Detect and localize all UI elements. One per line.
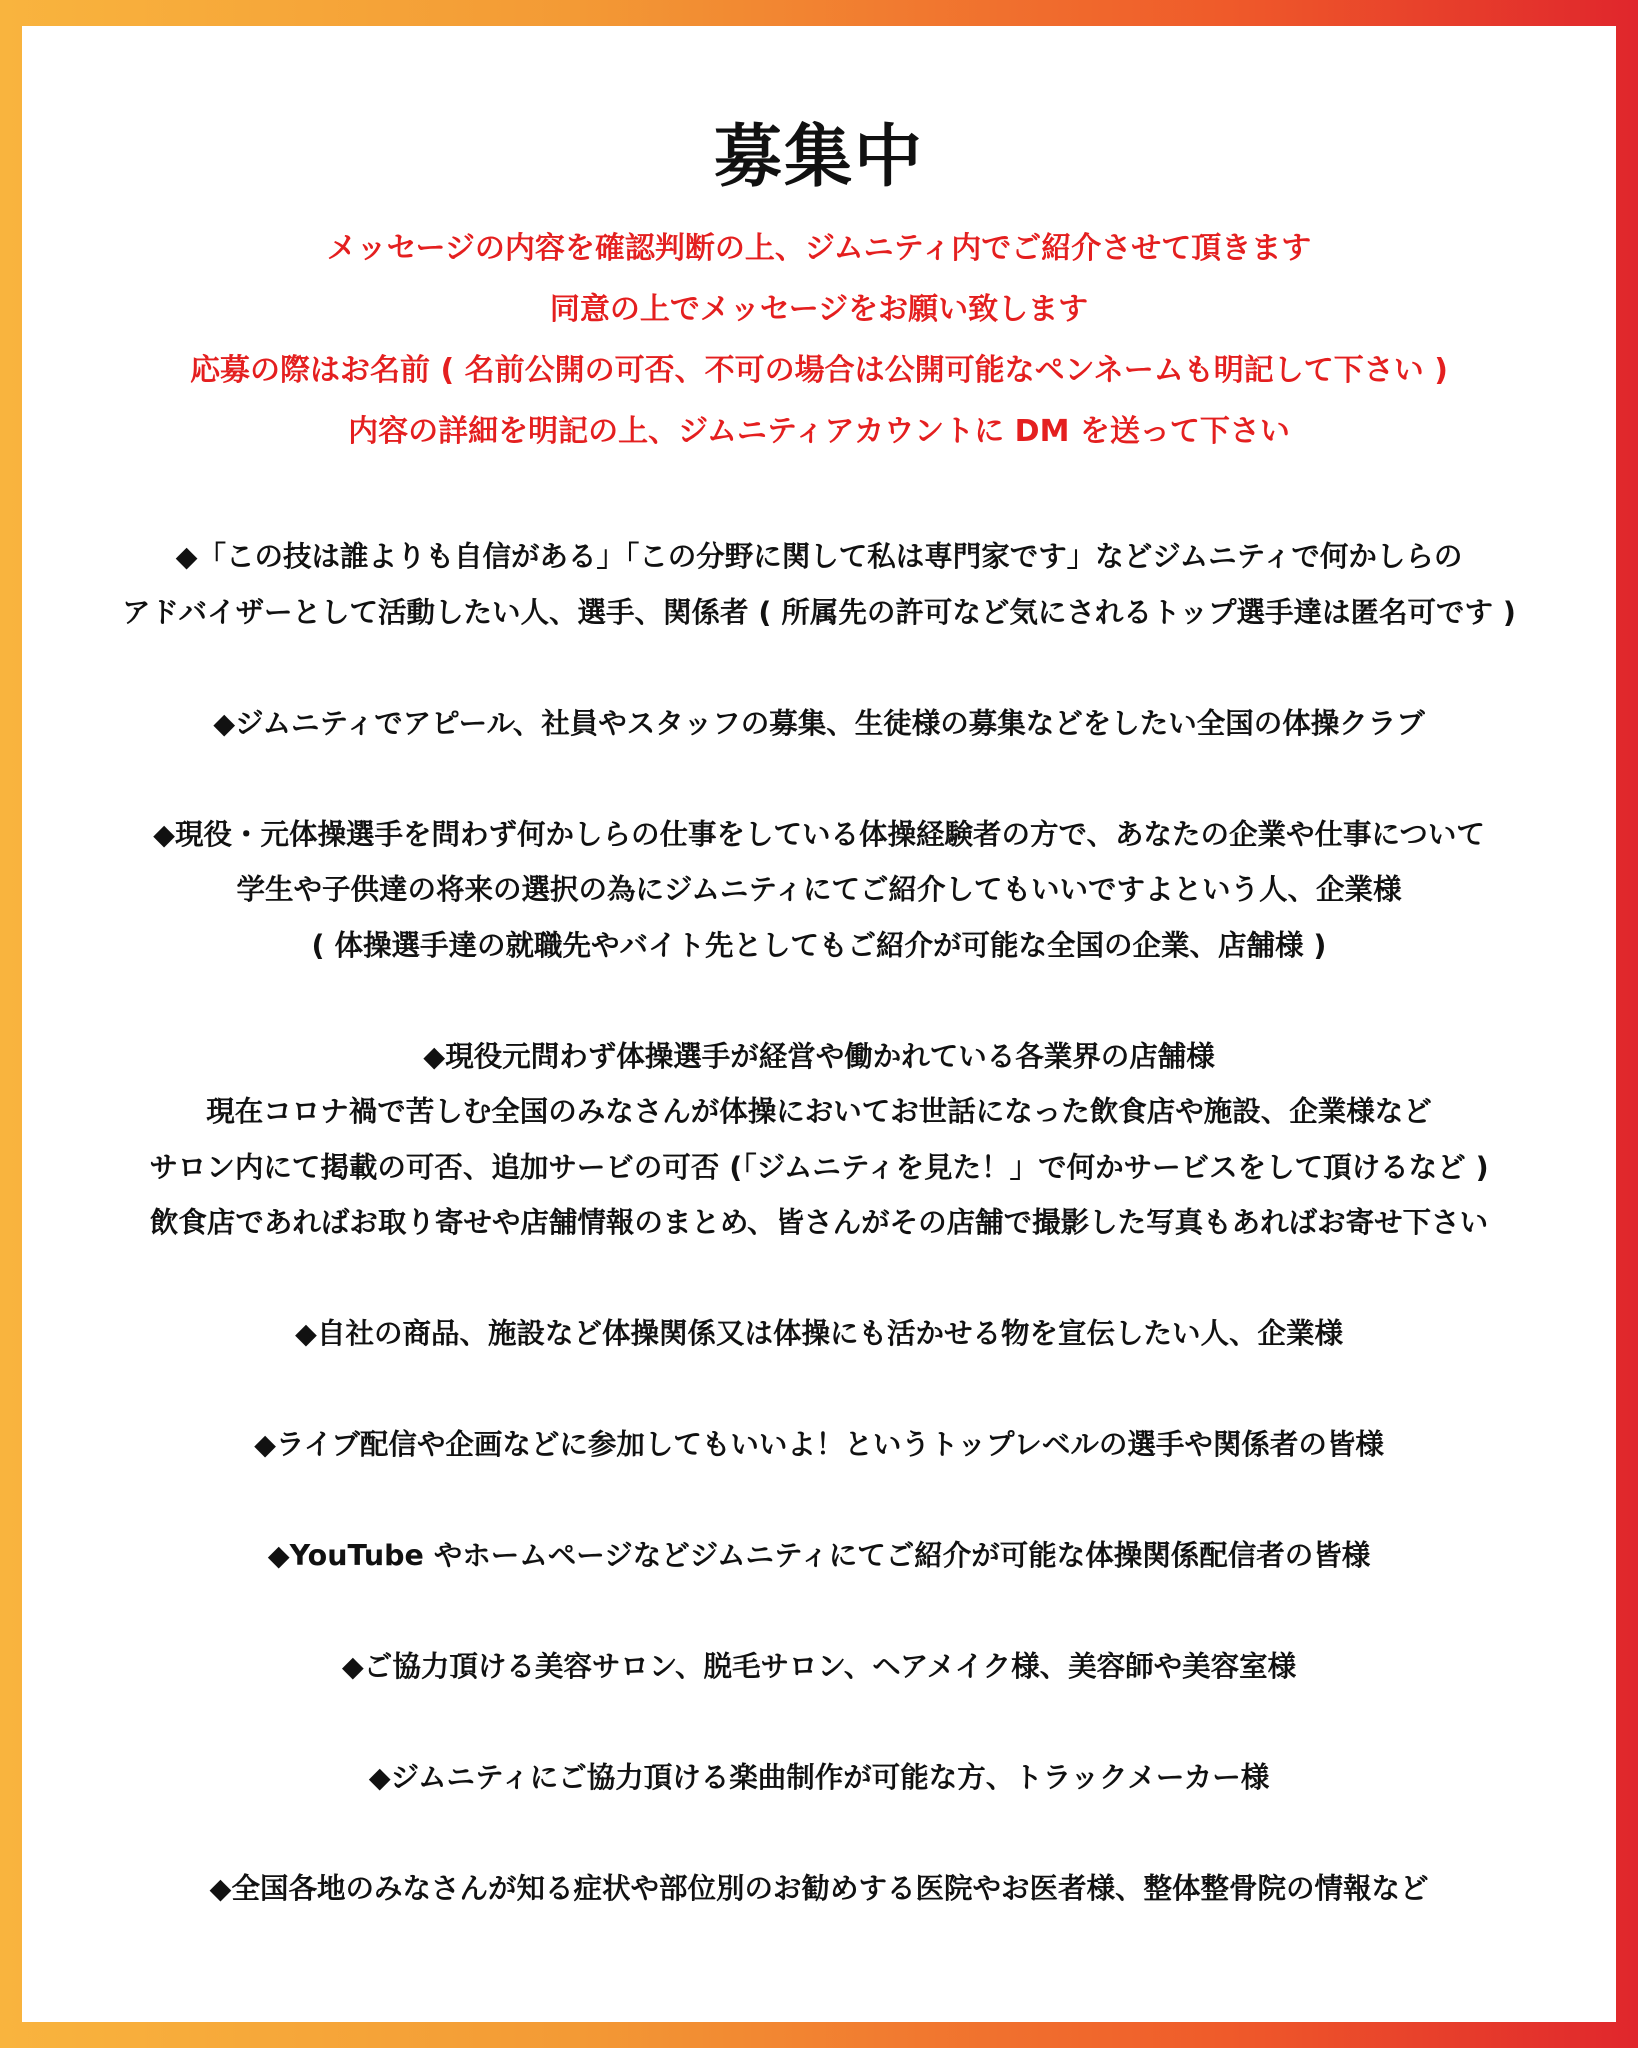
item-line: ( 体操選手達の就職先やバイト先としてもご紹介が可能な全国の企業、店舗様 ) (311, 928, 1327, 962)
list-item (22, 1639, 1616, 1695)
list-item (22, 696, 1616, 752)
list-item (22, 807, 1616, 974)
list-item (22, 1528, 1616, 1584)
item-line: ◆ライブ配信や企画などに参加してもいいよ！というトップレベルの選手や関係者の皆様 (254, 1428, 1384, 1461)
list-item (22, 1306, 1616, 1362)
item-line: ◆ジムニティでアピール、社員やスタッフの募集、生徒様の募集などをしたい全国の体操クラブ (213, 706, 1425, 740)
item-line: サロン内にて掲載の可否、追加サービの可否 (「ジムニティを見た！」で何かサービスをして頂けるなど ) (149, 1150, 1489, 1184)
item-line: 学生や子供達の将来の選択の為にジムニティにてご紹介してもいいですよという人、企業様 (236, 873, 1402, 906)
recruitment-list (22, 529, 1616, 1917)
item-line: ◆「この技は誰よりも自信がある」「この分野に関して私は専門家です」などジムニティで何かしらの (175, 540, 1463, 573)
item-line: ◆現役元問わず体操選手が経営や働かれている各業界の店舗様 (423, 1039, 1215, 1073)
item-line: 飲食店であればお取り寄せや店舗情報のまとめ、皆さんがその店舗で撮影した写真もあればお寄せ下さい (149, 1206, 1489, 1239)
content-panel (22, 26, 1616, 2022)
notice-line: メッセージの内容を確認判断の上、ジムニティ内でご紹介させて頂きます (326, 231, 1312, 266)
item-line: ◆全国各地のみなさんが知る症状や部位別のお勧めする医院やお医者様、整体整骨院の情報など (209, 1872, 1429, 1905)
item-line: ◆ジムニティにご協力頂ける楽曲制作が可能な方、トラックメーカー様 (368, 1761, 1270, 1794)
list-item (22, 1029, 1616, 1251)
notice-line: 応募の際はお名前 ( 名前公開の可否、不可の場合は公開可能なペンネームも明記して下さい ) (190, 353, 1448, 388)
item-line: ◆YouTube やホームページなどジムニティにてご紹介が可能な体操関係配信者の皆様 (267, 1539, 1371, 1572)
item-line: ◆現役・元体操選手を問わず何かしらの仕事をしている体操経験者の方で、あなたの企業や仕事について (153, 817, 1485, 851)
item-line: 現在コロナ禍で苦しむ全国のみなさんが体操においてお世話になった飲食店や施設、企業様など (206, 1095, 1432, 1128)
red-notice (22, 218, 1616, 462)
list-item (22, 1750, 1616, 1806)
item-line: ◆自社の商品、施設など体操関係又は体操にも活かせる物を宣伝したい人、企業様 (295, 1317, 1343, 1350)
item-line: ◆ご協力頂ける美容サロン、脱毛サロン、ヘアメイク様、美容師や美容室様 (341, 1650, 1297, 1683)
list-item (22, 1417, 1616, 1473)
notice-line: 内容の詳細を明記の上、ジムニティアカウントに DM を送って下さい (348, 414, 1290, 449)
list-item (22, 1861, 1616, 1917)
item-line: アドバイザーとして活動したい人、選手、関係者 ( 所属先の許可など気にされるトップ選手達は匿名可です ) (122, 595, 1516, 629)
notice-line: 同意の上でメッセージをお願い致します (549, 292, 1089, 327)
list-item (22, 529, 1616, 640)
page-title: 募集中 (713, 118, 924, 197)
